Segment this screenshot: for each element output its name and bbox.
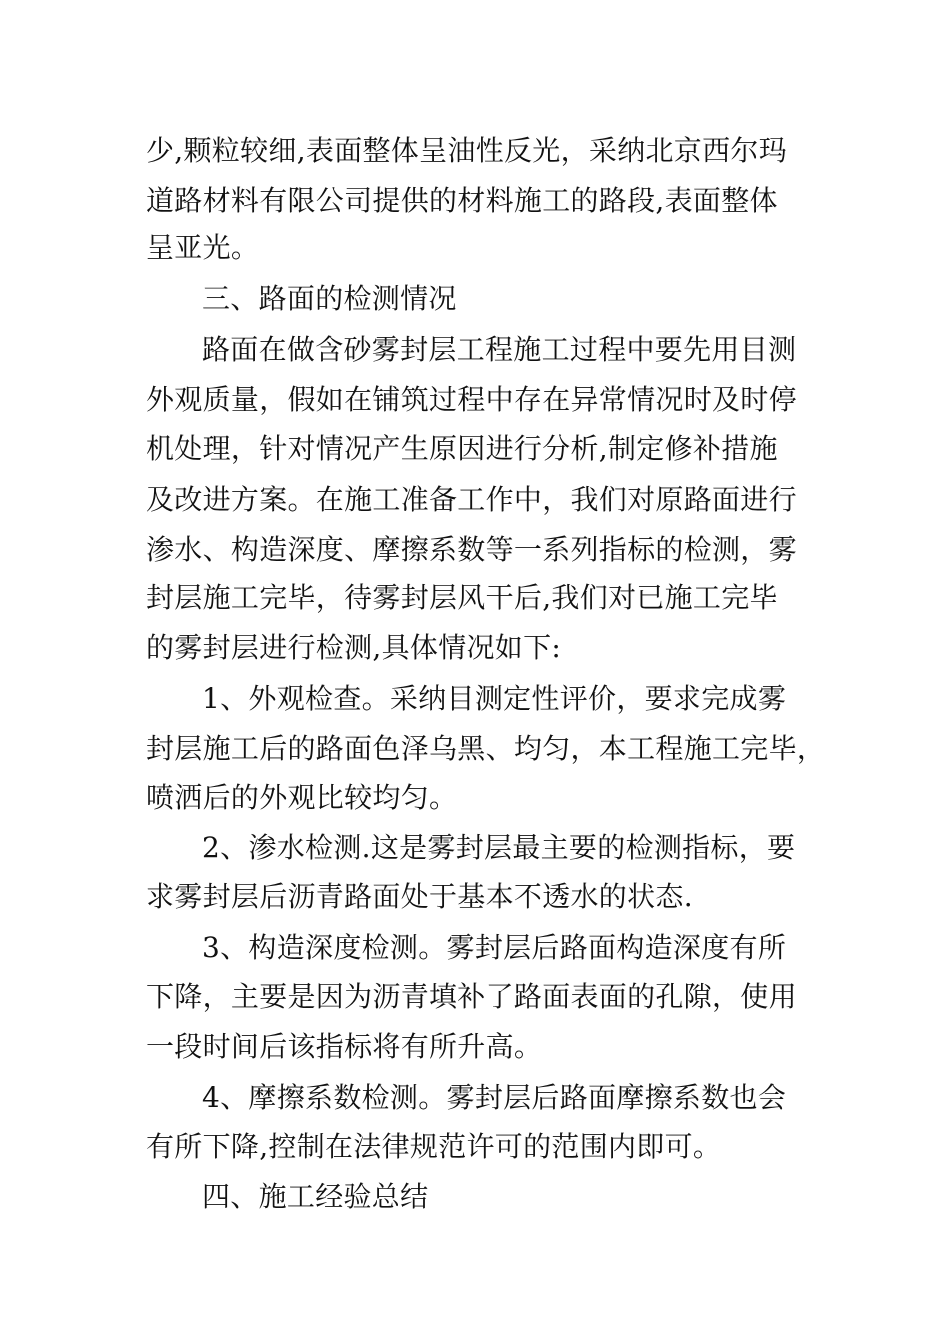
text-line: 有所下降,控制在法律规范许可的范围内即可。	[146, 1130, 722, 1163]
text-line: 外观质量，假如在铺筑过程中存在异常情况时及时停	[146, 383, 797, 416]
text-line: 一段时间后该指标将有所升高。	[146, 1030, 543, 1063]
text-line: 封层施工完毕，待雾封层风干后,我们对已施工完毕	[146, 581, 778, 614]
text-line: 求雾封层后沥青路面处于基本不透水的状态.	[146, 880, 693, 913]
section-heading: 四、施工经验总结	[202, 1180, 429, 1213]
list-item: 3、构造深度检测。雾封层后路面构造深度有所	[202, 931, 787, 964]
text-line: 的雾封层进行检测,具体情况如下:	[146, 631, 562, 664]
list-item: 4、摩擦系数检测。雾封层后路面摩擦系数也会	[202, 1081, 787, 1114]
text-line: 下降，主要是因为沥青填补了路面表面的孔隙，使用	[146, 980, 797, 1013]
text-line: 路面在做含砂雾封层工程施工过程中要先用目测	[202, 333, 797, 366]
section-heading: 三、路面的检测情况	[202, 282, 457, 315]
text-line: 渗水、构造深度、摩擦系数等一系列指标的检测，雾	[146, 533, 797, 566]
text-line: 道路材料有限公司提供的材料施工的路段,表面整体	[146, 184, 778, 217]
text-line: 及改进方案。在施工准备工作中，我们对原路面进行	[146, 483, 797, 516]
text-line: 呈亚光。	[146, 231, 260, 264]
text-line: 封层施工后的路面色泽乌黑、均匀，本工程施工完毕，	[146, 732, 826, 765]
list-item: 1、外观检查。采纳目测定性评价，要求完成雾	[202, 682, 787, 715]
text-line: 少,颗粒较细,表面整体呈油性反光，采纳北京西尔玛	[146, 134, 788, 167]
text-line: 机处理，针对情况产生原因进行分析,制定修补措施	[146, 432, 778, 465]
text-line: 喷洒后的外观比较均匀。	[146, 781, 458, 814]
list-item: 2、渗水检测.这是雾封层最主要的检测指标，要	[202, 831, 796, 864]
